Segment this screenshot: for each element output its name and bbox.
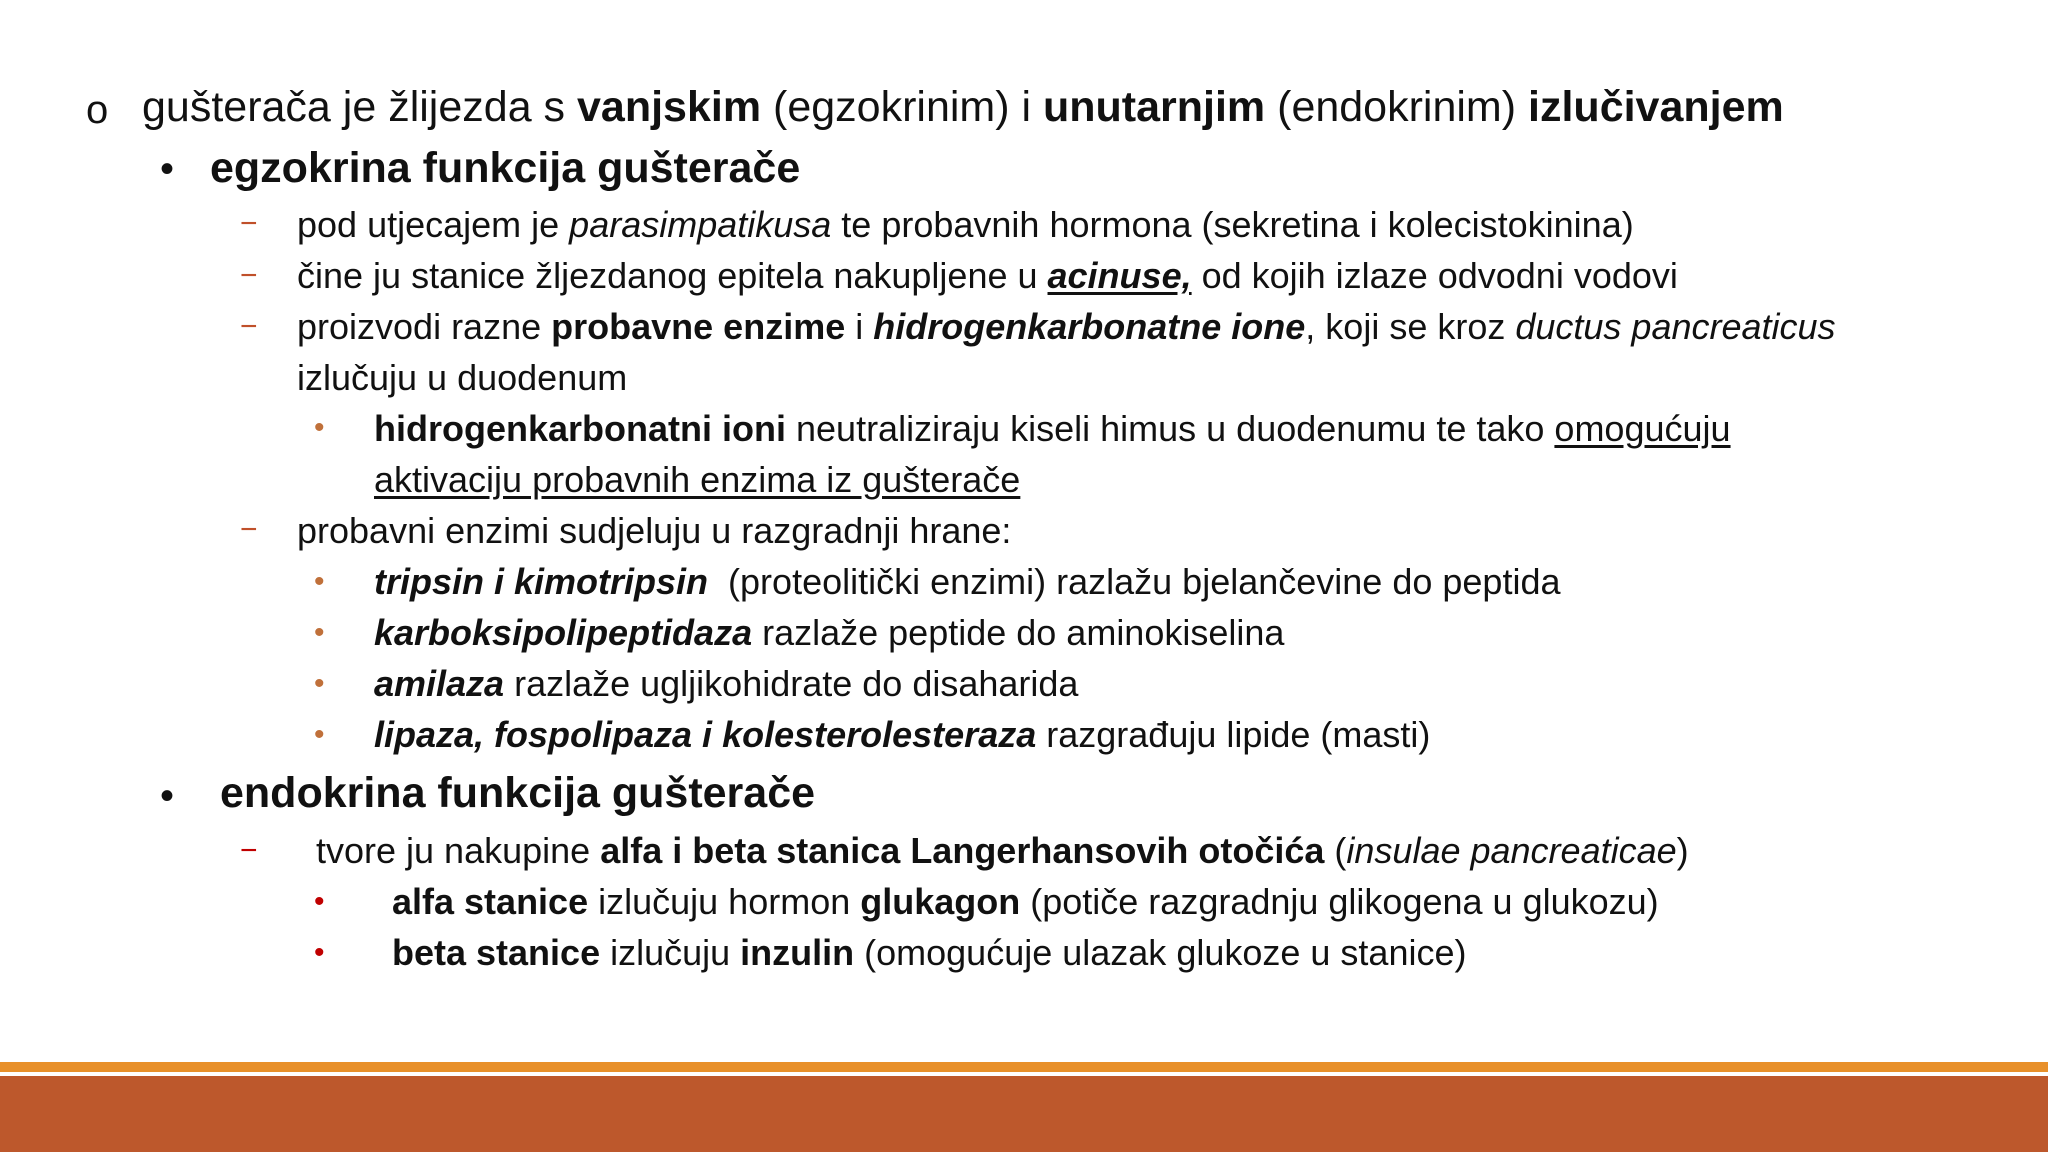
endo-heading-bullet: •: [160, 774, 175, 818]
alpha-marker: •: [314, 885, 325, 918]
exo-item3-sub: hidrogenkarbonatni ioni neutraliziraju kiseli himus u duodenumu te tako omogućuju: [374, 408, 1731, 449]
footer-accent-line: [0, 1062, 2048, 1072]
enzyme-marker: •: [314, 565, 325, 598]
exo-item3-line2: izlučuju u duodenum: [297, 357, 628, 398]
enzyme-marker: •: [314, 667, 325, 700]
beta-marker: •: [314, 936, 325, 969]
exo-heading: egzokrina funkcija gušterače: [210, 144, 801, 192]
enzyme-item: amilaza razlaže ugljikohidrate do disaharida: [374, 663, 1079, 704]
exo-item2: čine ju stanice žljezdanog epitela nakupljene u acinuse, od kojih izlaze odvodni vodovi: [297, 255, 1678, 296]
enzyme-item: karboksipolipeptidaza razlaže peptide do aminokiselina: [374, 612, 1285, 653]
exo-item3: proizvodi razne probavne enzime i hidrogenkarbonatne ione, koji se kroz ductus pancreaticus: [297, 306, 1836, 347]
footer-bar: [0, 1076, 2048, 1152]
alpha-item: alfa stanice izlučuju hormon glukagon (potiče razgradnju glikogena u glukozu): [392, 881, 1659, 922]
exo-item2-marker: −: [240, 259, 258, 292]
exo-item1: pod utjecajem je parasimpatikusa te probavnih hormona (sekretina i kolecistokinina): [297, 204, 1634, 245]
intro-line: gušterača je žlijezda s vanjskim (egzokrinim) i unutarnjim (endokrinim) izlučivanjem: [142, 83, 1784, 131]
exo-item4: probavni enzimi sudjeluju u razgradnji hrane:: [297, 510, 1012, 551]
exo-heading-bullet: •: [160, 147, 175, 191]
endo-item1: tvore ju nakupine alfa i beta stanica Langerhansovih otočića (insulae pancreaticae): [316, 830, 1689, 871]
intro-marker: o: [86, 88, 109, 132]
enzyme-item: lipaza, fospolipaza i kolesterolesteraza razgrađuju lipide (masti): [374, 714, 1431, 755]
exo-item1-marker: −: [240, 207, 258, 240]
exo-item3-sub-line2: aktivaciju probavnih enzima iz gušterače: [374, 459, 1021, 500]
exo-item4-marker: −: [240, 513, 258, 546]
enzyme-item: tripsin i kimotripsin (proteolitički enzimi) razlažu bjelančevine do peptida: [374, 561, 1561, 602]
beta-item: beta stanice izlučuju inzulin (omogućuje ulazak glukoze u stanice): [392, 932, 1467, 973]
enzyme-marker: •: [314, 718, 325, 751]
exo-item3-marker: −: [240, 310, 258, 343]
enzyme-marker: •: [314, 616, 325, 649]
endo-item1-marker: −: [240, 834, 258, 867]
endo-heading: endokrina funkcija gušterače: [220, 769, 816, 817]
exo-item3-sub-marker: •: [314, 411, 325, 444]
